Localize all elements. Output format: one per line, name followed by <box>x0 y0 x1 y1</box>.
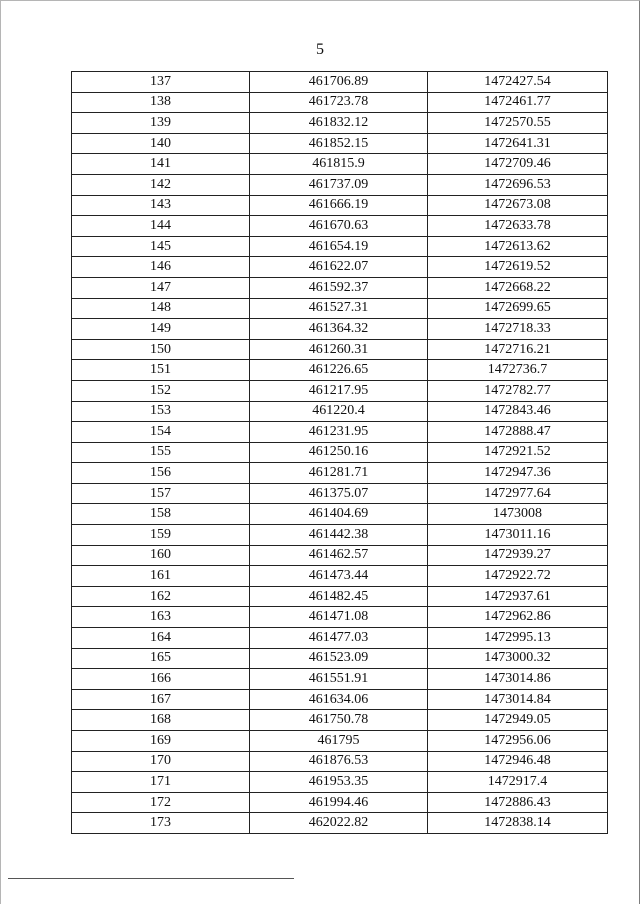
y-coordinate-cell: 1472782.77 <box>428 380 608 401</box>
y-coordinate-cell: 1472633.78 <box>428 216 608 237</box>
x-coordinate-cell: 461832.12 <box>250 113 428 134</box>
y-coordinate-cell: 1472917.4 <box>428 772 608 793</box>
y-coordinate-cell: 1472962.86 <box>428 607 608 628</box>
table-row <box>72 710 608 731</box>
point-number-cell: 167 <box>72 689 250 710</box>
y-coordinate-cell: 1472888.47 <box>428 422 608 443</box>
table-row <box>72 92 608 113</box>
point-number-cell: 157 <box>72 483 250 504</box>
x-coordinate-cell: 461795 <box>250 731 428 752</box>
y-coordinate-cell: 1472843.46 <box>428 401 608 422</box>
y-coordinate-cell: 1473011.16 <box>428 525 608 546</box>
point-number-cell: 165 <box>72 648 250 669</box>
coordinates-table <box>71 71 608 834</box>
x-coordinate-cell: 461670.63 <box>250 216 428 237</box>
point-number-cell: 159 <box>72 525 250 546</box>
table-row <box>72 586 608 607</box>
table-row <box>72 380 608 401</box>
point-number-cell: 169 <box>72 731 250 752</box>
y-coordinate-cell: 1472716.21 <box>428 339 608 360</box>
y-coordinate-cell: 1472956.06 <box>428 731 608 752</box>
table-row <box>72 154 608 175</box>
table-row <box>72 731 608 752</box>
y-coordinate-cell: 1472937.61 <box>428 586 608 607</box>
x-coordinate-cell: 461250.16 <box>250 442 428 463</box>
table-row <box>72 195 608 216</box>
table-row <box>72 751 608 772</box>
y-coordinate-cell: 1472922.72 <box>428 566 608 587</box>
table-row <box>72 792 608 813</box>
point-number-cell: 146 <box>72 257 250 278</box>
table-row <box>72 772 608 793</box>
x-coordinate-cell: 461220.4 <box>250 401 428 422</box>
table-row <box>72 298 608 319</box>
footer-rule <box>8 878 294 879</box>
point-number-cell: 151 <box>72 360 250 381</box>
table-row <box>72 689 608 710</box>
y-coordinate-cell: 1472886.43 <box>428 792 608 813</box>
table-row <box>72 483 608 504</box>
y-coordinate-cell: 1472613.62 <box>428 236 608 257</box>
y-coordinate-cell: 1472977.64 <box>428 483 608 504</box>
y-coordinate-cell: 1472921.52 <box>428 442 608 463</box>
table-row <box>72 113 608 134</box>
y-coordinate-cell: 1472570.55 <box>428 113 608 134</box>
table-row <box>72 545 608 566</box>
y-coordinate-cell: 1473008 <box>428 504 608 525</box>
point-number-cell: 138 <box>72 92 250 113</box>
table-row <box>72 813 608 834</box>
table-row <box>72 277 608 298</box>
y-coordinate-cell: 1472699.65 <box>428 298 608 319</box>
y-coordinate-cell: 1472949.05 <box>428 710 608 731</box>
point-number-cell: 155 <box>72 442 250 463</box>
point-number-cell: 141 <box>72 154 250 175</box>
y-coordinate-cell: 1473000.32 <box>428 648 608 669</box>
x-coordinate-cell: 461226.65 <box>250 360 428 381</box>
x-coordinate-cell: 461442.38 <box>250 525 428 546</box>
x-coordinate-cell: 461666.19 <box>250 195 428 216</box>
y-coordinate-cell: 1472947.36 <box>428 463 608 484</box>
x-coordinate-cell: 461654.19 <box>250 236 428 257</box>
table-row <box>72 319 608 340</box>
y-coordinate-cell: 1472709.46 <box>428 154 608 175</box>
x-coordinate-cell: 461876.53 <box>250 751 428 772</box>
y-coordinate-cell: 1472673.08 <box>428 195 608 216</box>
point-number-cell: 166 <box>72 669 250 690</box>
y-coordinate-cell: 1472427.54 <box>428 72 608 93</box>
y-coordinate-cell: 1472668.22 <box>428 277 608 298</box>
x-coordinate-cell: 461217.95 <box>250 380 428 401</box>
x-coordinate-cell: 461281.71 <box>250 463 428 484</box>
page-number: 5 <box>316 41 324 58</box>
y-coordinate-cell: 1472718.33 <box>428 319 608 340</box>
table-row <box>72 607 608 628</box>
x-coordinate-cell: 461706.89 <box>250 72 428 93</box>
x-coordinate-cell: 461551.91 <box>250 669 428 690</box>
x-coordinate-cell: 461364.32 <box>250 319 428 340</box>
point-number-cell: 152 <box>72 380 250 401</box>
x-coordinate-cell: 461471.08 <box>250 607 428 628</box>
y-coordinate-cell: 1473014.84 <box>428 689 608 710</box>
x-coordinate-cell: 461815.9 <box>250 154 428 175</box>
x-coordinate-cell: 461473.44 <box>250 566 428 587</box>
point-number-cell: 164 <box>72 628 250 649</box>
table-row <box>72 133 608 154</box>
y-coordinate-cell: 1472461.77 <box>428 92 608 113</box>
table-row <box>72 257 608 278</box>
x-coordinate-cell: 461592.37 <box>250 277 428 298</box>
table-row <box>72 401 608 422</box>
y-coordinate-cell: 1472736.7 <box>428 360 608 381</box>
table-row <box>72 628 608 649</box>
table-row <box>72 339 608 360</box>
point-number-cell: 154 <box>72 422 250 443</box>
coordinates-table-body <box>72 72 608 834</box>
point-number-cell: 149 <box>72 319 250 340</box>
point-number-cell: 170 <box>72 751 250 772</box>
table-row <box>72 566 608 587</box>
point-number-cell: 147 <box>72 277 250 298</box>
x-coordinate-cell: 461375.07 <box>250 483 428 504</box>
point-number-cell: 144 <box>72 216 250 237</box>
point-number-cell: 140 <box>72 133 250 154</box>
point-number-cell: 158 <box>72 504 250 525</box>
table-row <box>72 648 608 669</box>
x-coordinate-cell: 462022.82 <box>250 813 428 834</box>
table-row <box>72 236 608 257</box>
point-number-cell: 171 <box>72 772 250 793</box>
x-coordinate-cell: 461737.09 <box>250 174 428 195</box>
y-coordinate-cell: 1472995.13 <box>428 628 608 649</box>
x-coordinate-cell: 461852.15 <box>250 133 428 154</box>
point-number-cell: 137 <box>72 72 250 93</box>
point-number-cell: 148 <box>72 298 250 319</box>
point-number-cell: 156 <box>72 463 250 484</box>
y-coordinate-cell: 1472641.31 <box>428 133 608 154</box>
x-coordinate-cell: 461723.78 <box>250 92 428 113</box>
point-number-cell: 153 <box>72 401 250 422</box>
x-coordinate-cell: 461462.57 <box>250 545 428 566</box>
point-number-cell: 162 <box>72 586 250 607</box>
x-coordinate-cell: 461527.31 <box>250 298 428 319</box>
table-row <box>72 463 608 484</box>
point-number-cell: 142 <box>72 174 250 195</box>
point-number-cell: 160 <box>72 545 250 566</box>
point-number-cell: 161 <box>72 566 250 587</box>
table-row <box>72 360 608 381</box>
y-coordinate-cell: 1472946.48 <box>428 751 608 772</box>
y-coordinate-cell: 1472838.14 <box>428 813 608 834</box>
table-row <box>72 442 608 463</box>
x-coordinate-cell: 461634.06 <box>250 689 428 710</box>
point-number-cell: 150 <box>72 339 250 360</box>
y-coordinate-cell: 1473014.86 <box>428 669 608 690</box>
table-row <box>72 422 608 443</box>
y-coordinate-cell: 1472619.52 <box>428 257 608 278</box>
point-number-cell: 163 <box>72 607 250 628</box>
table-row <box>72 216 608 237</box>
table-row <box>72 669 608 690</box>
x-coordinate-cell: 461622.07 <box>250 257 428 278</box>
x-coordinate-cell: 461260.31 <box>250 339 428 360</box>
table-row <box>72 525 608 546</box>
point-number-cell: 172 <box>72 792 250 813</box>
point-number-cell: 143 <box>72 195 250 216</box>
point-number-cell: 145 <box>72 236 250 257</box>
x-coordinate-cell: 461750.78 <box>250 710 428 731</box>
y-coordinate-cell: 1472939.27 <box>428 545 608 566</box>
x-coordinate-cell: 461404.69 <box>250 504 428 525</box>
x-coordinate-cell: 461477.03 <box>250 628 428 649</box>
y-coordinate-cell: 1472696.53 <box>428 174 608 195</box>
x-coordinate-cell: 461953.35 <box>250 772 428 793</box>
x-coordinate-cell: 461231.95 <box>250 422 428 443</box>
table-row <box>72 72 608 93</box>
point-number-cell: 139 <box>72 113 250 134</box>
x-coordinate-cell: 461523.09 <box>250 648 428 669</box>
point-number-cell: 168 <box>72 710 250 731</box>
point-number-cell: 173 <box>72 813 250 834</box>
x-coordinate-cell: 461994.46 <box>250 792 428 813</box>
x-coordinate-cell: 461482.45 <box>250 586 428 607</box>
table-row <box>72 504 608 525</box>
table-row <box>72 174 608 195</box>
